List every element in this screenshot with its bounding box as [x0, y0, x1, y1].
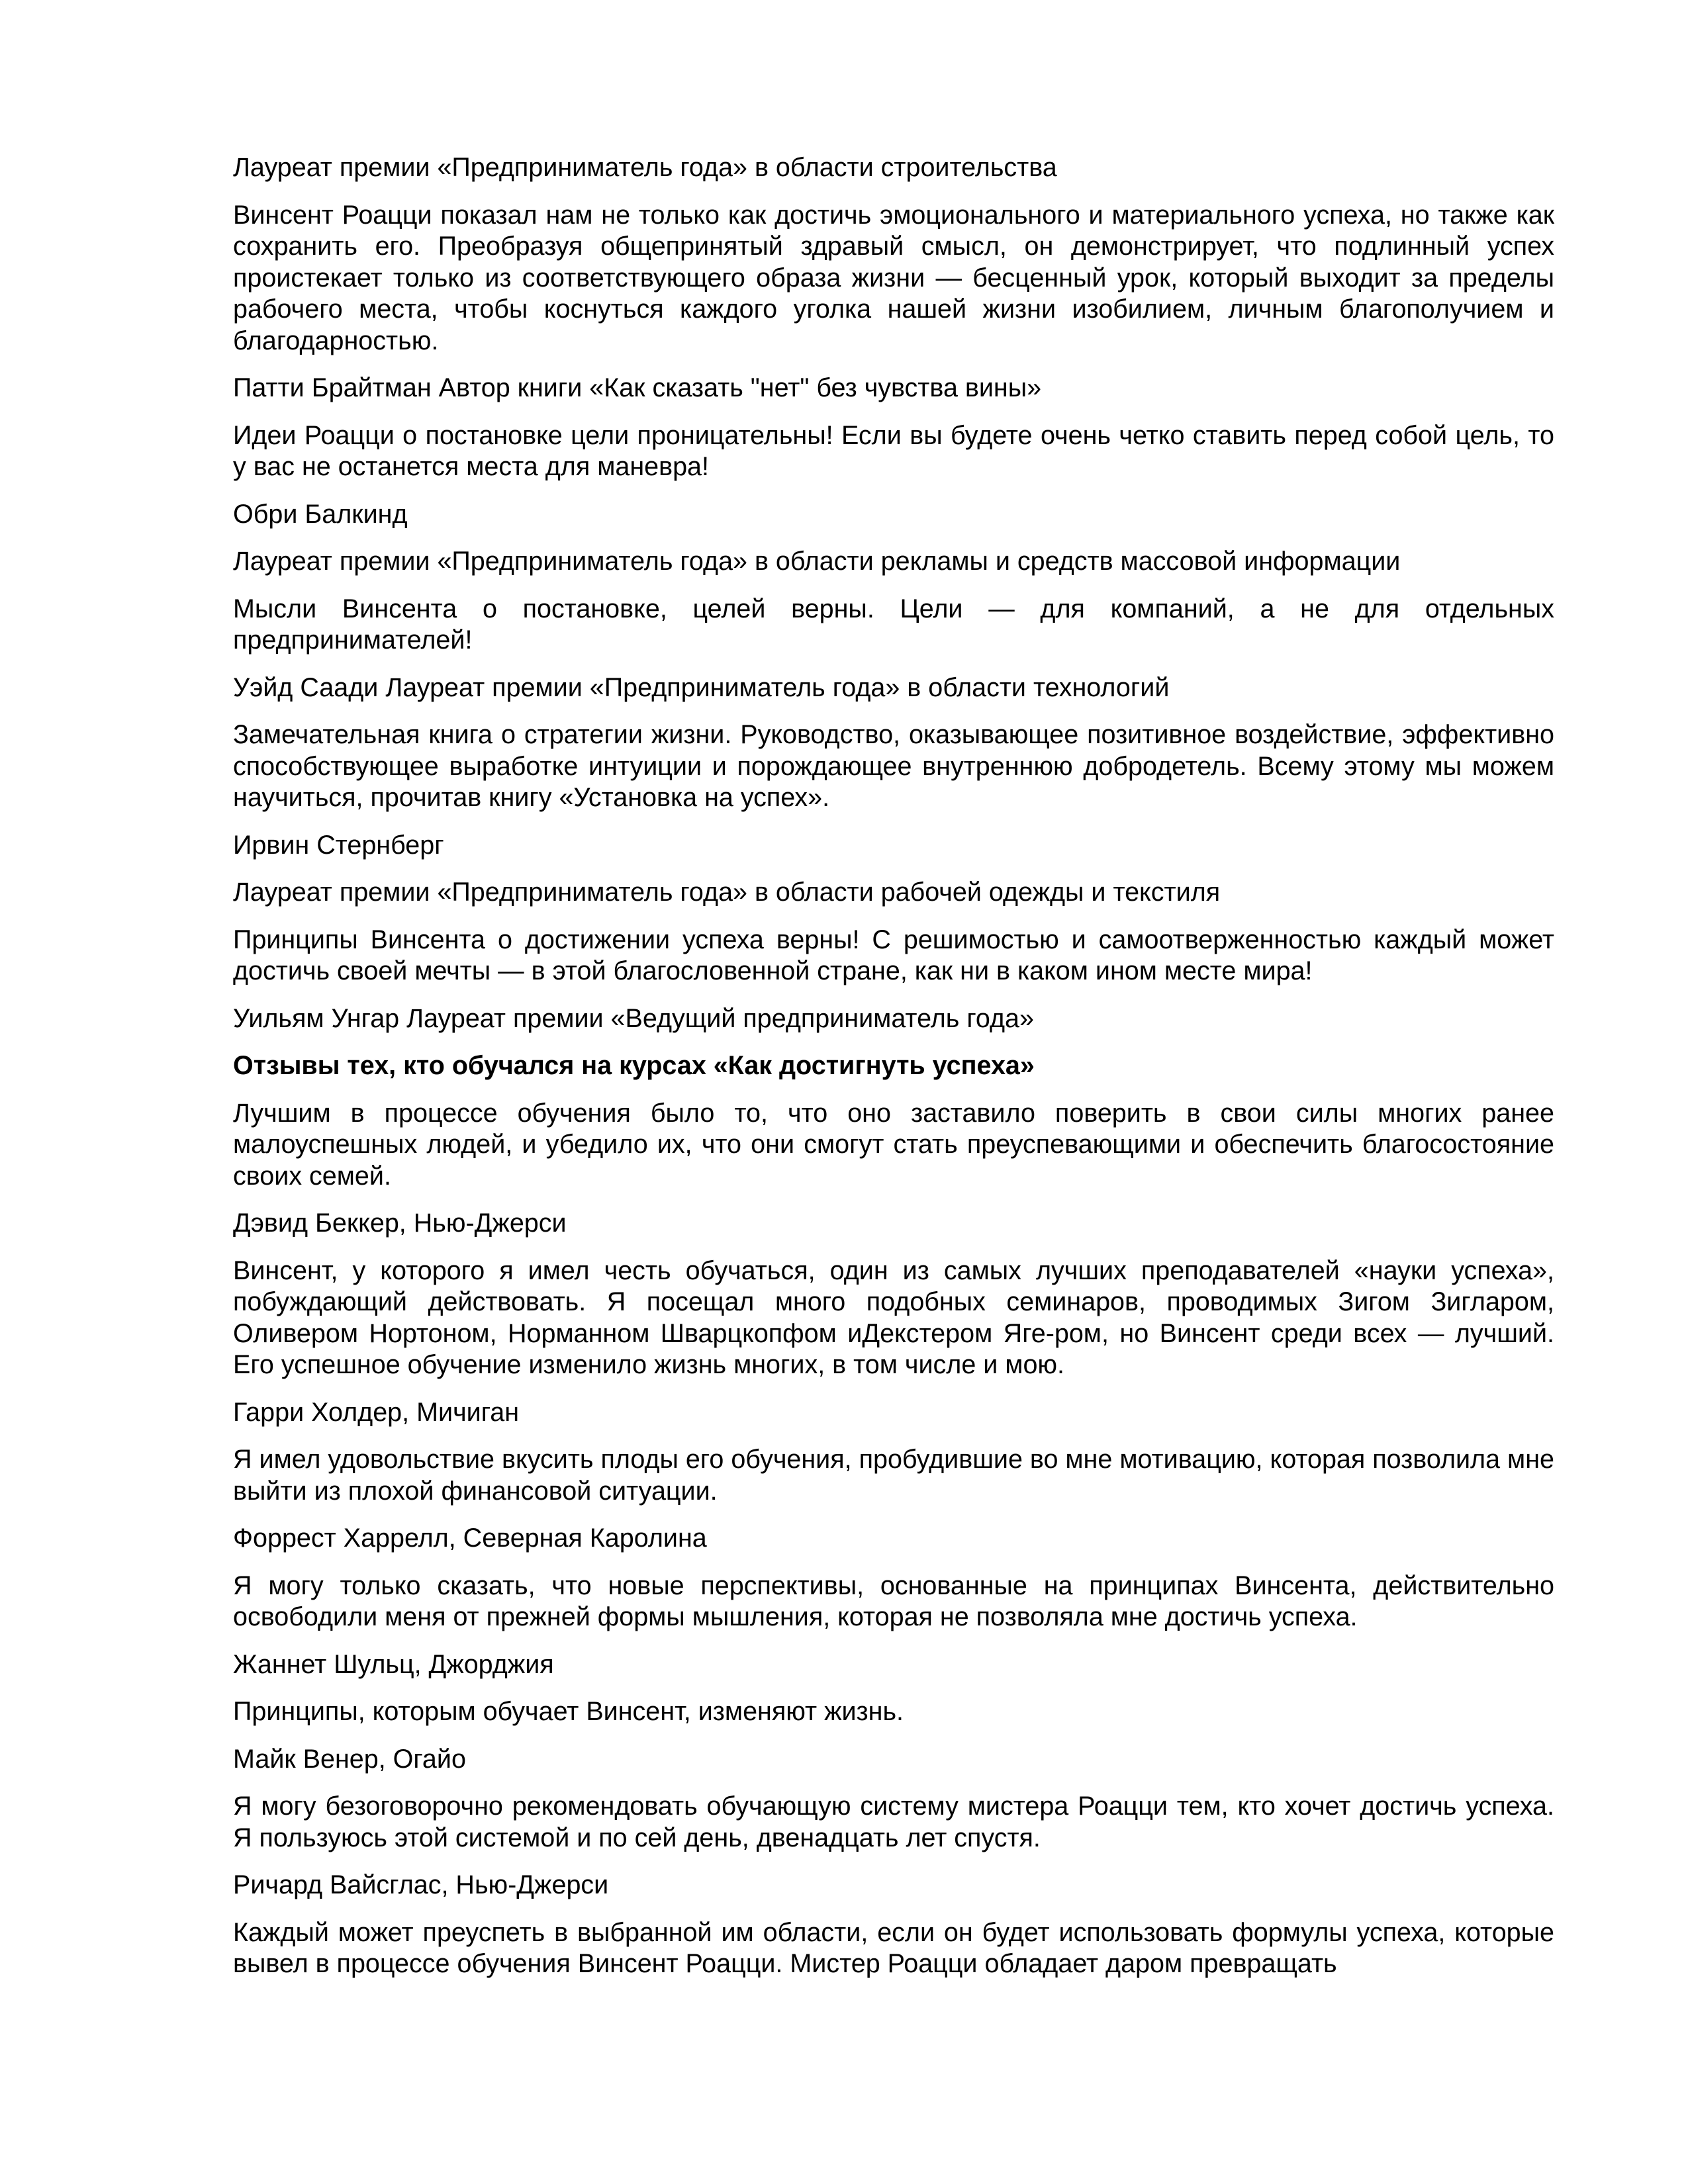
- review-paragraph: Принципы Винсента о достижении успеха верны! С решимостью и самоотверженностью каждый может достичь своей мечты — в этой благословенной стране, как ни в каком ином месте мира!: [233, 925, 1554, 985]
- testimonial-author: Форрест Харрелл, Северная Каролина: [233, 1524, 707, 1553]
- testimonial-author: Жаннет Шульц, Джорджия: [233, 1649, 554, 1679]
- page-body: [233, 152, 1554, 1980]
- section-heading: Отзывы тех, кто обучался на курсах «Как достигнуть успеха»: [233, 1051, 1035, 1080]
- testimonial-short: Принципы, которым обучает Винсент, изменяют жизнь.: [233, 1697, 904, 1726]
- testimonial-paragraph: Я могу только сказать, что новые перспективы, основанные на принципах Винсента, действительно освободили меня от прежней формы мышления, которая не позволяла мне достичь успеха.: [233, 1570, 1554, 1631]
- testimonial-paragraph: Лучшим в процессе обучения было то, что оно заставило поверить в свои силы многих ранее малоуспешных людей, и убедило их, что они смогут стать преуспевающими и обеспечить благосостояние своих семей.: [233, 1098, 1554, 1191]
- reviewer-saadi: Уэйд Саади Лауреат премии «Предприниматель года» в области технологий: [233, 672, 1170, 702]
- review-paragraph: Идеи Роацци о постановке цели проницательны! Если вы будете очень четко ставить перед собой цель, то у вас не останется места для маневра!: [233, 420, 1554, 481]
- review-paragraph: Винсент Роацци показал нам не только как достичь эмоционального и материального успеха, но также как сохранить его. Преобразуя общепринятый здравый смысл, он демонстрирует, что подлинный успех проистекает только из соответствующего образа жизни — бесценный урок, который выходит за пределы рабочего места, чтобы коснуться каждого уголка нашей жизни изобилием, личным благополучием и благодарностью.: [233, 200, 1554, 355]
- testimonial-paragraph-continued: Каждый может преуспеть в выбранной им области, если он будет использовать формулы успеха, которые вывел в процессе обучения Винсент Роацци. Мистер Роацци обладает даром превращать: [233, 1917, 1554, 1978]
- testimonial-author: Дэвид Беккер, Нью-Джерси: [233, 1208, 567, 1238]
- award-line-advertising: Лауреат премии «Предприниматель года» в области рекламы и средств массовой информации: [233, 547, 1401, 576]
- testimonial-author: Гарри Холдер, Мичиган: [233, 1397, 520, 1427]
- testimonial-author: Ричард Вайсглас, Нью-Джерси: [233, 1870, 609, 1899]
- testimonial-paragraph: Я могу безоговорочно рекомендовать обучающую систему мистера Роацци тем, кто хочет достичь успеха. Я пользуюсь этой системой и по сей день, двенадцать лет спустя.: [233, 1792, 1554, 1852]
- testimonial-paragraph: Винсент, у которого я имел честь обучаться, один из самых лучших преподавателей «науки успеха», побуждающий действовать. Я посещал много подобных семинаров, проводимых Зигом Зигларом, Оливером Нортоном, Норманном Шварцкопфом иДекстером Яге-ром, но Винсент среди всех — лучший. Его успешное обучение изменило жизнь многих, в том числе и мою.: [233, 1255, 1554, 1379]
- reviewer-brightman: Патти Брайтман Автор книги «Как сказать "нет" без чувства вины»: [233, 373, 1042, 402]
- reviewer-balkind: Обри Балкинд: [233, 499, 408, 529]
- testimonial-paragraph: Я имел удовольствие вкусить плоды его обучения, пробудившие во мне мотивацию, которая позволила мне выйти из плохой финансовой ситуации.: [233, 1445, 1554, 1506]
- award-line-construction: Лауреат премии «Предприниматель года» в области строительства: [233, 153, 1057, 182]
- review-paragraph: Мысли Винсента о постановке, целей верны. Цели — для компаний, а не для отдельных предпринимателей!: [233, 594, 1554, 655]
- testimonial-author: Майк Венер, Огайо: [233, 1744, 466, 1774]
- review-paragraph: Замечательная книга о стратегии жизни. Руководство, оказывающее позитивное воздействие, эффективно способствующее выработке интуиции и порождающее внутреннюю добродетель. Всему этому мы можем научиться, прочитав книгу «Установка на успех».: [233, 720, 1554, 812]
- reviewer-sternberg: Ирвин Стернберг: [233, 830, 444, 860]
- reviewer-ungar: Уильям Унгар Лауреат премии «Ведущий предприниматель года»: [233, 1003, 1034, 1033]
- award-line-textile: Лауреат премии «Предприниматель года» в области рабочей одежды и текстиля: [233, 878, 1221, 907]
